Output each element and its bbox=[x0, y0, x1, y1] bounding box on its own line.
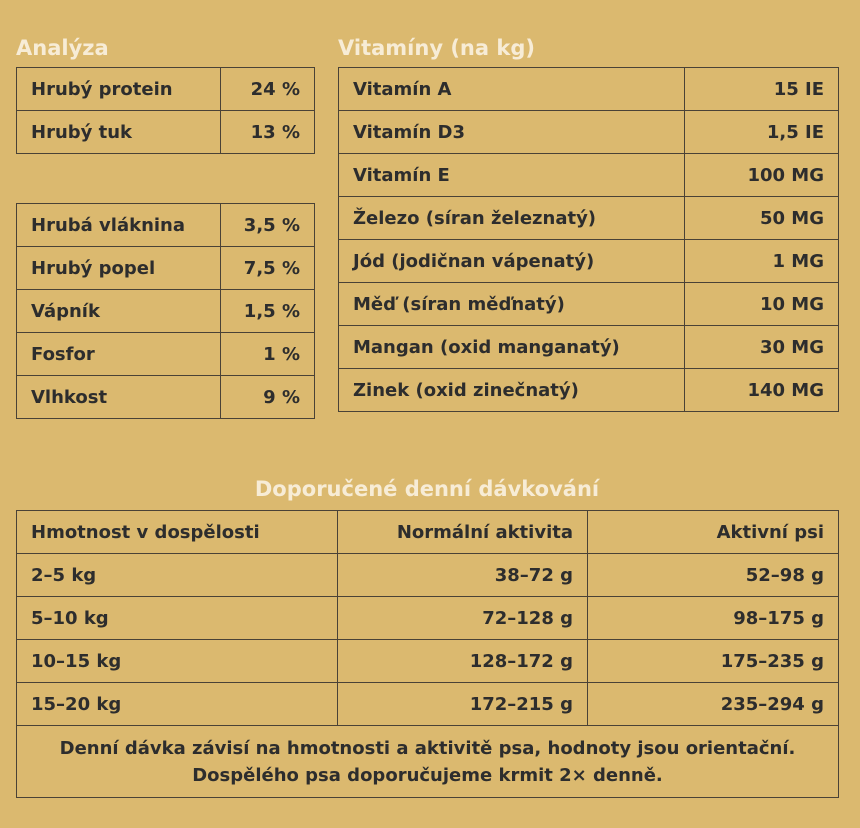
vitamin-value: 30 MG bbox=[685, 326, 839, 369]
vitamin-name: Vitamín E bbox=[339, 154, 685, 197]
active-dogs-cell: 175–235 g bbox=[588, 640, 839, 683]
normal-activity-cell: 128–172 g bbox=[338, 640, 588, 683]
dosage-heading: Doporučené denní dávkování bbox=[254, 477, 600, 501]
column-header: Normální aktivita bbox=[338, 511, 588, 554]
nutrient-name: Hrubý tuk bbox=[17, 111, 221, 154]
analysis-table-1 bbox=[16, 67, 315, 154]
weight-cell: 10–15 kg bbox=[17, 640, 338, 683]
vitamin-name: Měď (síran měďnatý) bbox=[339, 283, 685, 326]
dosage-table bbox=[16, 510, 839, 798]
analysis-table-2 bbox=[16, 203, 315, 419]
table-row bbox=[339, 369, 839, 412]
active-dogs-cell: 52–98 g bbox=[588, 554, 839, 597]
nutrient-value: 3,5 % bbox=[221, 204, 315, 247]
table-row bbox=[17, 247, 315, 290]
nutrient-name: Fosfor bbox=[17, 333, 221, 376]
table-row bbox=[17, 554, 839, 597]
table-row bbox=[17, 597, 839, 640]
nutrient-value: 13 % bbox=[221, 111, 315, 154]
nutrient-name: Hrubý protein bbox=[17, 68, 221, 111]
dosage-note bbox=[17, 726, 839, 798]
table-note-row bbox=[17, 726, 839, 798]
weight-cell: 2–5 kg bbox=[17, 554, 338, 597]
vitamin-value: 15 IE bbox=[685, 68, 839, 111]
vitamin-value: 1,5 IE bbox=[685, 111, 839, 154]
vitamin-value: 1 MG bbox=[685, 240, 839, 283]
column-header: Aktivní psi bbox=[588, 511, 839, 554]
column-header: Hmotnost v dospělosti bbox=[17, 511, 338, 554]
nutrient-name: Hrubá vláknina bbox=[17, 204, 221, 247]
weight-cell: 15–20 kg bbox=[17, 683, 338, 726]
nutrient-value: 9 % bbox=[221, 376, 315, 419]
table-row bbox=[17, 111, 315, 154]
nutrient-value: 1,5 % bbox=[221, 290, 315, 333]
active-dogs-cell: 235–294 g bbox=[588, 683, 839, 726]
table-row bbox=[17, 376, 315, 419]
vitamin-value: 10 MG bbox=[685, 283, 839, 326]
normal-activity-cell: 172–215 g bbox=[338, 683, 588, 726]
vitamin-value: 100 MG bbox=[685, 154, 839, 197]
vitamin-name: Mangan (oxid manganatý) bbox=[339, 326, 685, 369]
table-row bbox=[17, 333, 315, 376]
table-row bbox=[17, 640, 839, 683]
nutrient-value: 24 % bbox=[221, 68, 315, 111]
vitamins-table bbox=[338, 67, 839, 412]
table-row bbox=[17, 204, 315, 247]
dosage-note-line-1: Denní dávka závisí na hmotnosti a aktivitě psa, hodnoty jsou orientační. bbox=[59, 737, 796, 759]
vitamin-value: 140 MG bbox=[685, 369, 839, 412]
analysis-heading: Analýza bbox=[16, 36, 109, 60]
normal-activity-cell: 72–128 g bbox=[338, 597, 588, 640]
vitamin-name: Vitamín A bbox=[339, 68, 685, 111]
table-header-row bbox=[17, 511, 839, 554]
nutrient-name: Hrubý popel bbox=[17, 247, 221, 290]
table-row bbox=[339, 197, 839, 240]
table-row bbox=[17, 68, 315, 111]
weight-cell: 5–10 kg bbox=[17, 597, 338, 640]
nutrient-name: Vlhkost bbox=[17, 376, 221, 419]
table-row bbox=[339, 68, 839, 111]
vitamin-value: 50 MG bbox=[685, 197, 839, 240]
nutrient-value: 7,5 % bbox=[221, 247, 315, 290]
vitamin-name: Vitamín D3 bbox=[339, 111, 685, 154]
vitamins-heading: Vitamíny (na kg) bbox=[338, 36, 535, 60]
active-dogs-cell: 98–175 g bbox=[588, 597, 839, 640]
dosage-note-line-2: Dospělého psa doporučujeme krmit 2× denně. bbox=[192, 764, 663, 786]
nutrient-value: 1 % bbox=[221, 333, 315, 376]
vitamin-name: Zinek (oxid zinečnatý) bbox=[339, 369, 685, 412]
table-row bbox=[17, 683, 839, 726]
vitamin-name: Železo (síran železnatý) bbox=[339, 197, 685, 240]
table-row bbox=[339, 111, 839, 154]
nutrient-name: Vápník bbox=[17, 290, 221, 333]
table-row bbox=[339, 326, 839, 369]
normal-activity-cell: 38–72 g bbox=[338, 554, 588, 597]
table-row bbox=[339, 240, 839, 283]
vitamin-name: Jód (jodičnan vápenatý) bbox=[339, 240, 685, 283]
table-row bbox=[339, 154, 839, 197]
table-row bbox=[17, 290, 315, 333]
table-row bbox=[339, 283, 839, 326]
